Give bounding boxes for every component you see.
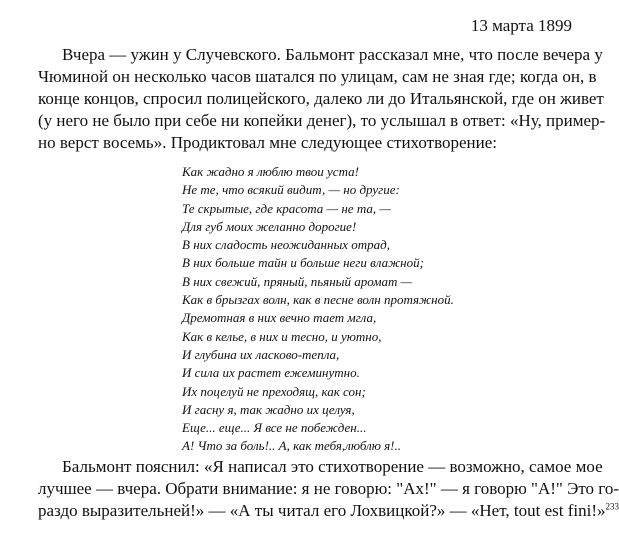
poem [182, 163, 454, 456]
intro-line: (у него не было при себе ни копейки денег), то услышал в ответ: «Ну, пример- [38, 111, 606, 130]
intro-line: Чюминой он несколько часов шатался по улицам, сам не зная где; когда он, в [38, 67, 597, 86]
intro-line: но верст восемь». Продиктовал мне следующее стихотворение: [38, 133, 498, 152]
poem-line: Как жадно я люблю твои уста! [182, 164, 359, 179]
poem-line: В них сладость неожиданных отрад, [182, 237, 390, 253]
poem-line: Дремотная в них вечно тает мгла, [182, 310, 377, 326]
closing-line: лучшее — вчера. Обрати внимание: я не говорю: "Ах!" — я говорю "А!" Это го- [38, 479, 619, 498]
poem-line: И сила их растет ежеминутно. [182, 365, 360, 381]
entry-date: 13 марта 1899 [470, 16, 572, 35]
poem-line: Не те, что всякий видит, — но другие: [182, 182, 400, 198]
footnote-reference[interactable]: 233 [605, 501, 619, 512]
intro-paragraph [38, 44, 606, 154]
poem-line: Еще... еще... Я все не побежден... [182, 420, 367, 436]
intro-line: конце концов, спросил полицейского, далеко ли до Итальянской, где он живет [38, 89, 604, 108]
poem-line: Как в брызгах волн, как в песне волн протяжной. [182, 292, 454, 308]
poem-line: В них больше тайн и больше неги влажной; [182, 255, 424, 271]
closing-line-last [38, 500, 619, 522]
poem-line: Те скрытые, где красота — не та, — [182, 200, 391, 216]
poem-line: Для губ моих желанно дорогие! [182, 218, 357, 234]
intro-line: Вчера — ужин у Случевского. Бальмонт рассказал мне, что после вечера у [62, 45, 603, 64]
poem-line: В них свежий, пряный, пьяный аромат — [182, 273, 413, 289]
poem-line: Как в келье, в них и тесно, и уютно, [182, 328, 382, 344]
poem-line: А! Что за боль!.. А, как тебя,люблю я!.. [182, 438, 402, 454]
poem-line: И гасну я, так жадно их целуя, [182, 401, 355, 417]
closing-line: Бальмонт пояснил: «Я написал это стихотворение — возможно, самое мое [62, 457, 603, 476]
poem-line: Их поцелуй не преходящ, как сон; [182, 383, 366, 399]
closing-paragraph [38, 456, 619, 522]
poem-line: И глубина их ласково-тепла, [182, 346, 340, 362]
closing-line-text: раздо выразительней!» — «А ты читал его Лохвицкой?» — «Нет, tout est fini!» [38, 501, 606, 520]
